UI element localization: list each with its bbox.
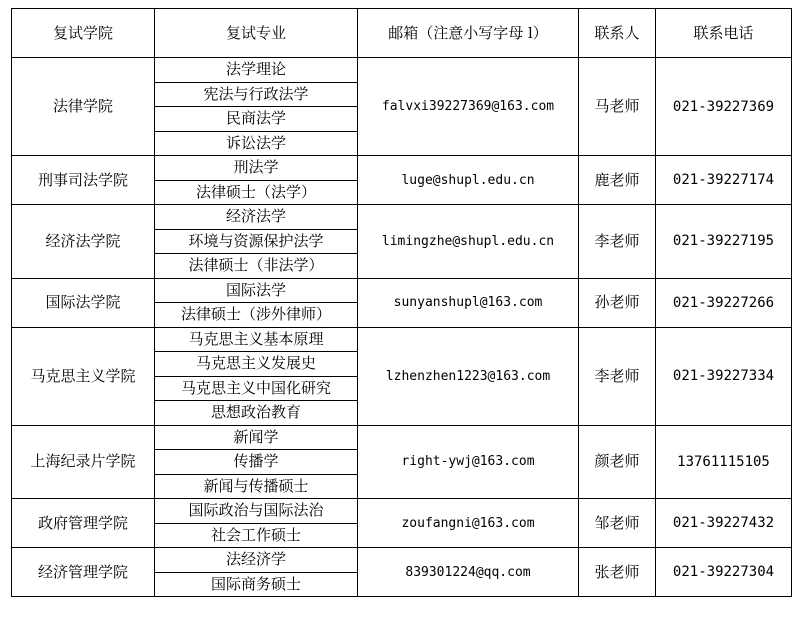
college-cell: 刑事司法学院 <box>12 156 155 205</box>
table-row <box>12 425 792 450</box>
email-cell[interactable]: lzhenzhen1223@163.com <box>358 327 579 425</box>
major-cell: 国际政治与国际法治 <box>155 499 358 524</box>
major-cell: 社会工作硕士 <box>155 523 358 548</box>
major-cell: 国际商务硕士 <box>155 572 358 597</box>
major-cell: 诉讼法学 <box>155 131 358 156</box>
college-cell: 经济法学院 <box>12 205 155 279</box>
college-cell: 法律学院 <box>12 58 155 156</box>
header-phone: 联系电话 <box>656 9 792 58</box>
email-cell[interactable]: right-ywj@163.com <box>358 425 579 499</box>
phone-cell: 13761115105 <box>656 425 792 499</box>
phone-cell: 021-39227174 <box>656 156 792 205</box>
contact-table <box>11 8 792 597</box>
contact-cell: 孙老师 <box>579 278 656 327</box>
college-cell: 经济管理学院 <box>12 548 155 597</box>
college-cell: 政府管理学院 <box>12 499 155 548</box>
header-college: 复试学院 <box>12 9 155 58</box>
email-cell[interactable]: 839301224@qq.com <box>358 548 579 597</box>
header-row <box>12 9 792 58</box>
header-major: 复试专业 <box>155 9 358 58</box>
phone-cell: 021-39227195 <box>656 205 792 279</box>
phone-cell: 021-39227432 <box>656 499 792 548</box>
contact-cell: 李老师 <box>579 327 656 425</box>
major-cell: 马克思主义发展史 <box>155 352 358 377</box>
college-cell: 国际法学院 <box>12 278 155 327</box>
contact-cell: 李老师 <box>579 205 656 279</box>
college-cell: 上海纪录片学院 <box>12 425 155 499</box>
table-body <box>12 58 792 597</box>
major-cell: 马克思主义中国化研究 <box>155 376 358 401</box>
contact-cell: 邹老师 <box>579 499 656 548</box>
major-cell: 法学理论 <box>155 58 358 83</box>
major-cell: 法经济学 <box>155 548 358 573</box>
header-email: 邮箱（注意小写字母 l） <box>358 9 579 58</box>
contact-cell: 张老师 <box>579 548 656 597</box>
major-cell: 马克思主义基本原理 <box>155 327 358 352</box>
major-cell: 刑法学 <box>155 156 358 181</box>
phone-cell: 021-39227266 <box>656 278 792 327</box>
contact-cell: 颜老师 <box>579 425 656 499</box>
table-row <box>12 327 792 352</box>
email-cell[interactable]: luge@shupl.edu.cn <box>358 156 579 205</box>
table-row <box>12 499 792 524</box>
major-cell: 宪法与行政法学 <box>155 82 358 107</box>
email-cell[interactable]: sunyanshupl@163.com <box>358 278 579 327</box>
major-cell: 传播学 <box>155 450 358 475</box>
major-cell: 新闻与传播硕士 <box>155 474 358 499</box>
email-cell[interactable]: limingzhe@shupl.edu.cn <box>358 205 579 279</box>
major-cell: 法律硕士（法学） <box>155 180 358 205</box>
table-row <box>12 205 792 230</box>
table-row <box>12 548 792 573</box>
major-cell: 经济法学 <box>155 205 358 230</box>
contact-cell: 鹿老师 <box>579 156 656 205</box>
table-row <box>12 58 792 83</box>
major-cell: 民商法学 <box>155 107 358 132</box>
major-cell: 环境与资源保护法学 <box>155 229 358 254</box>
college-cell: 马克思主义学院 <box>12 327 155 425</box>
major-cell: 法律硕士（非法学） <box>155 254 358 279</box>
table-row <box>12 278 792 303</box>
major-cell: 国际法学 <box>155 278 358 303</box>
email-cell[interactable]: falvxi39227369@163.com <box>358 58 579 156</box>
major-cell: 新闻学 <box>155 425 358 450</box>
phone-cell: 021-39227334 <box>656 327 792 425</box>
header-contact: 联系人 <box>579 9 656 58</box>
phone-cell: 021-39227369 <box>656 58 792 156</box>
email-cell[interactable]: zoufangni@163.com <box>358 499 579 548</box>
major-cell: 法律硕士（涉外律师） <box>155 303 358 328</box>
major-cell: 思想政治教育 <box>155 401 358 426</box>
table-row <box>12 156 792 181</box>
phone-cell: 021-39227304 <box>656 548 792 597</box>
contact-cell: 马老师 <box>579 58 656 156</box>
